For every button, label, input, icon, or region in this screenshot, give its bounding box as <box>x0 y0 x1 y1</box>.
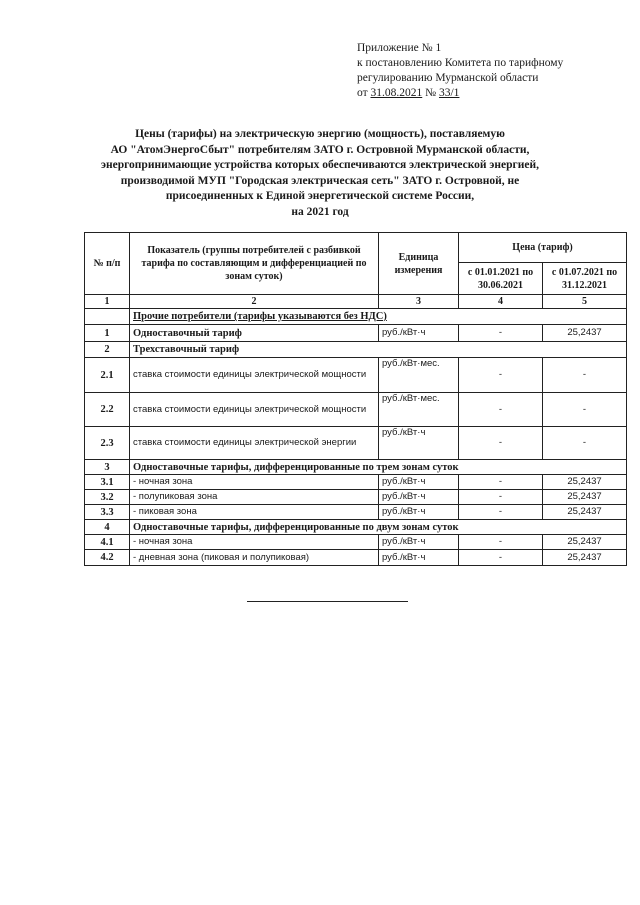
row-price-2: 25,2437 <box>543 550 627 566</box>
column-number: 5 <box>543 295 627 309</box>
header-unit: Единица измерения <box>379 233 459 295</box>
header-period-2: с 01.07.2021 по 31.12.2021 <box>543 263 627 295</box>
empty-cell <box>85 309 130 325</box>
row-name: ставка стоимости единицы электрической мощности <box>130 393 379 427</box>
row-price-1: - <box>459 358 543 393</box>
annex-number-sign: № <box>422 87 439 99</box>
row-price-2: 25,2437 <box>543 475 627 490</box>
row-unit: руб./кВт·мес. <box>379 358 459 393</box>
row-unit: руб./кВт·ч <box>379 427 459 460</box>
row-price-1: - <box>459 505 543 520</box>
table-row <box>85 460 627 475</box>
row-name: - ночная зона <box>130 475 379 490</box>
row-unit: руб./кВт·ч <box>379 325 459 342</box>
row-price-1: - <box>459 490 543 505</box>
row-name: - пиковая зона <box>130 505 379 520</box>
title-line-2: АО "АтомЭнергоСбыт" потребителям ЗАТО г. Островной Мурманской области, <box>110 143 530 156</box>
table-row <box>85 505 627 520</box>
annex-line-1: Приложение № 1 <box>357 42 442 54</box>
row-name: Трехставочный тариф <box>130 342 627 358</box>
annex-line-4 <box>357 86 617 101</box>
row-price-1: - <box>459 475 543 490</box>
column-number: 3 <box>379 295 459 309</box>
table-row <box>85 535 627 550</box>
row-price-1: - <box>459 325 543 342</box>
row-num: 3.3 <box>85 505 130 520</box>
row-price-1: - <box>459 427 543 460</box>
table-row <box>85 325 627 342</box>
row-price-2: - <box>543 358 627 393</box>
row-price-1: - <box>459 535 543 550</box>
annex-number: 33/1 <box>438 87 460 99</box>
row-num: 2.1 <box>85 358 130 393</box>
row-unit: руб./кВт·мес. <box>379 393 459 427</box>
row-num: 3.2 <box>85 490 130 505</box>
row-price-1: - <box>459 393 543 427</box>
row-num: 1 <box>85 325 130 342</box>
row-name: ставка стоимости единицы электрической энергии <box>130 427 379 460</box>
table-row <box>85 358 627 393</box>
header-indicator: Показатель (группы потребителей с разбивкой тарифа по составляющим и дифференциацией по зонам суток) <box>130 233 379 295</box>
row-name: - дневная зона (пиковая и полупиковая) <box>130 550 379 566</box>
title-line-5: присоединенных к Единой энергетической системе России, <box>165 190 475 203</box>
row-name: ставка стоимости единицы электрической мощности <box>130 358 379 393</box>
row-price-2: 25,2437 <box>543 325 627 342</box>
row-unit: руб./кВт·ч <box>379 475 459 490</box>
title-line-6: на 2021 год <box>291 205 349 218</box>
row-num: 4.2 <box>85 550 130 566</box>
row-price-2: 25,2437 <box>543 490 627 505</box>
header-price: Цена (тариф) <box>459 233 627 263</box>
row-num: 2.2 <box>85 393 130 427</box>
title-line-4: производимой МУП "Городская электрическая сеть" ЗАТО г. Островной, не <box>120 174 520 187</box>
row-num: 4 <box>85 520 130 535</box>
row-num: 2.3 <box>85 427 130 460</box>
section-row <box>85 309 627 325</box>
table-row <box>85 475 627 490</box>
title-line-3: энергопринимающие устройства которых обеспечиваются электрической энергией, <box>101 159 539 172</box>
row-price-1: - <box>459 550 543 566</box>
row-name: Одноставочные тарифы, дифференцированные по трем зонам суток <box>130 460 627 475</box>
table-row <box>85 550 627 566</box>
section-other-consumers: Прочие потребители (тарифы указываются без НДС) <box>130 309 627 325</box>
column-number: 4 <box>459 295 543 309</box>
row-name: Одноставочный тариф <box>130 325 379 342</box>
row-num: 4.1 <box>85 535 130 550</box>
row-unit: руб./кВт·ч <box>379 535 459 550</box>
row-unit: руб./кВт·ч <box>379 550 459 566</box>
annex-block <box>357 41 617 101</box>
row-price-2: 25,2437 <box>543 535 627 550</box>
row-price-2: - <box>543 393 627 427</box>
row-price-2: - <box>543 427 627 460</box>
annex-date: 31.08.2021 <box>370 87 423 99</box>
row-unit: руб./кВт·ч <box>379 505 459 520</box>
header-num: № п/п <box>85 233 130 295</box>
row-price-2: 25,2437 <box>543 505 627 520</box>
table-row <box>85 427 627 460</box>
row-name: - ночная зона <box>130 535 379 550</box>
table-row <box>85 520 627 535</box>
table-row <box>85 342 627 358</box>
table-row <box>85 490 627 505</box>
table-row <box>85 393 627 427</box>
row-num: 2 <box>85 342 130 358</box>
row-name: Одноставочные тарифы, дифференцированные по двум зонам суток <box>130 520 627 535</box>
row-name: - полупиковая зона <box>130 490 379 505</box>
column-number: 2 <box>130 295 379 309</box>
column-number: 1 <box>85 295 130 309</box>
document-title <box>40 127 600 221</box>
row-num: 3.1 <box>85 475 130 490</box>
closing-divider <box>247 601 408 602</box>
annex-line-2: к постановлению Комитета по тарифному <box>357 57 564 69</box>
annex-prefix: от <box>357 87 371 99</box>
title-line-1: Цены (тарифы) на электрическую энергию (мощность), поставляемую <box>135 128 505 140</box>
row-num: 3 <box>85 460 130 475</box>
header-period-1: с 01.01.2021 по 30.06.2021 <box>459 263 543 295</box>
annex-line-3: регулированию Мурманской области <box>357 72 539 84</box>
tariff-table <box>84 232 627 566</box>
row-unit: руб./кВт·ч <box>379 490 459 505</box>
